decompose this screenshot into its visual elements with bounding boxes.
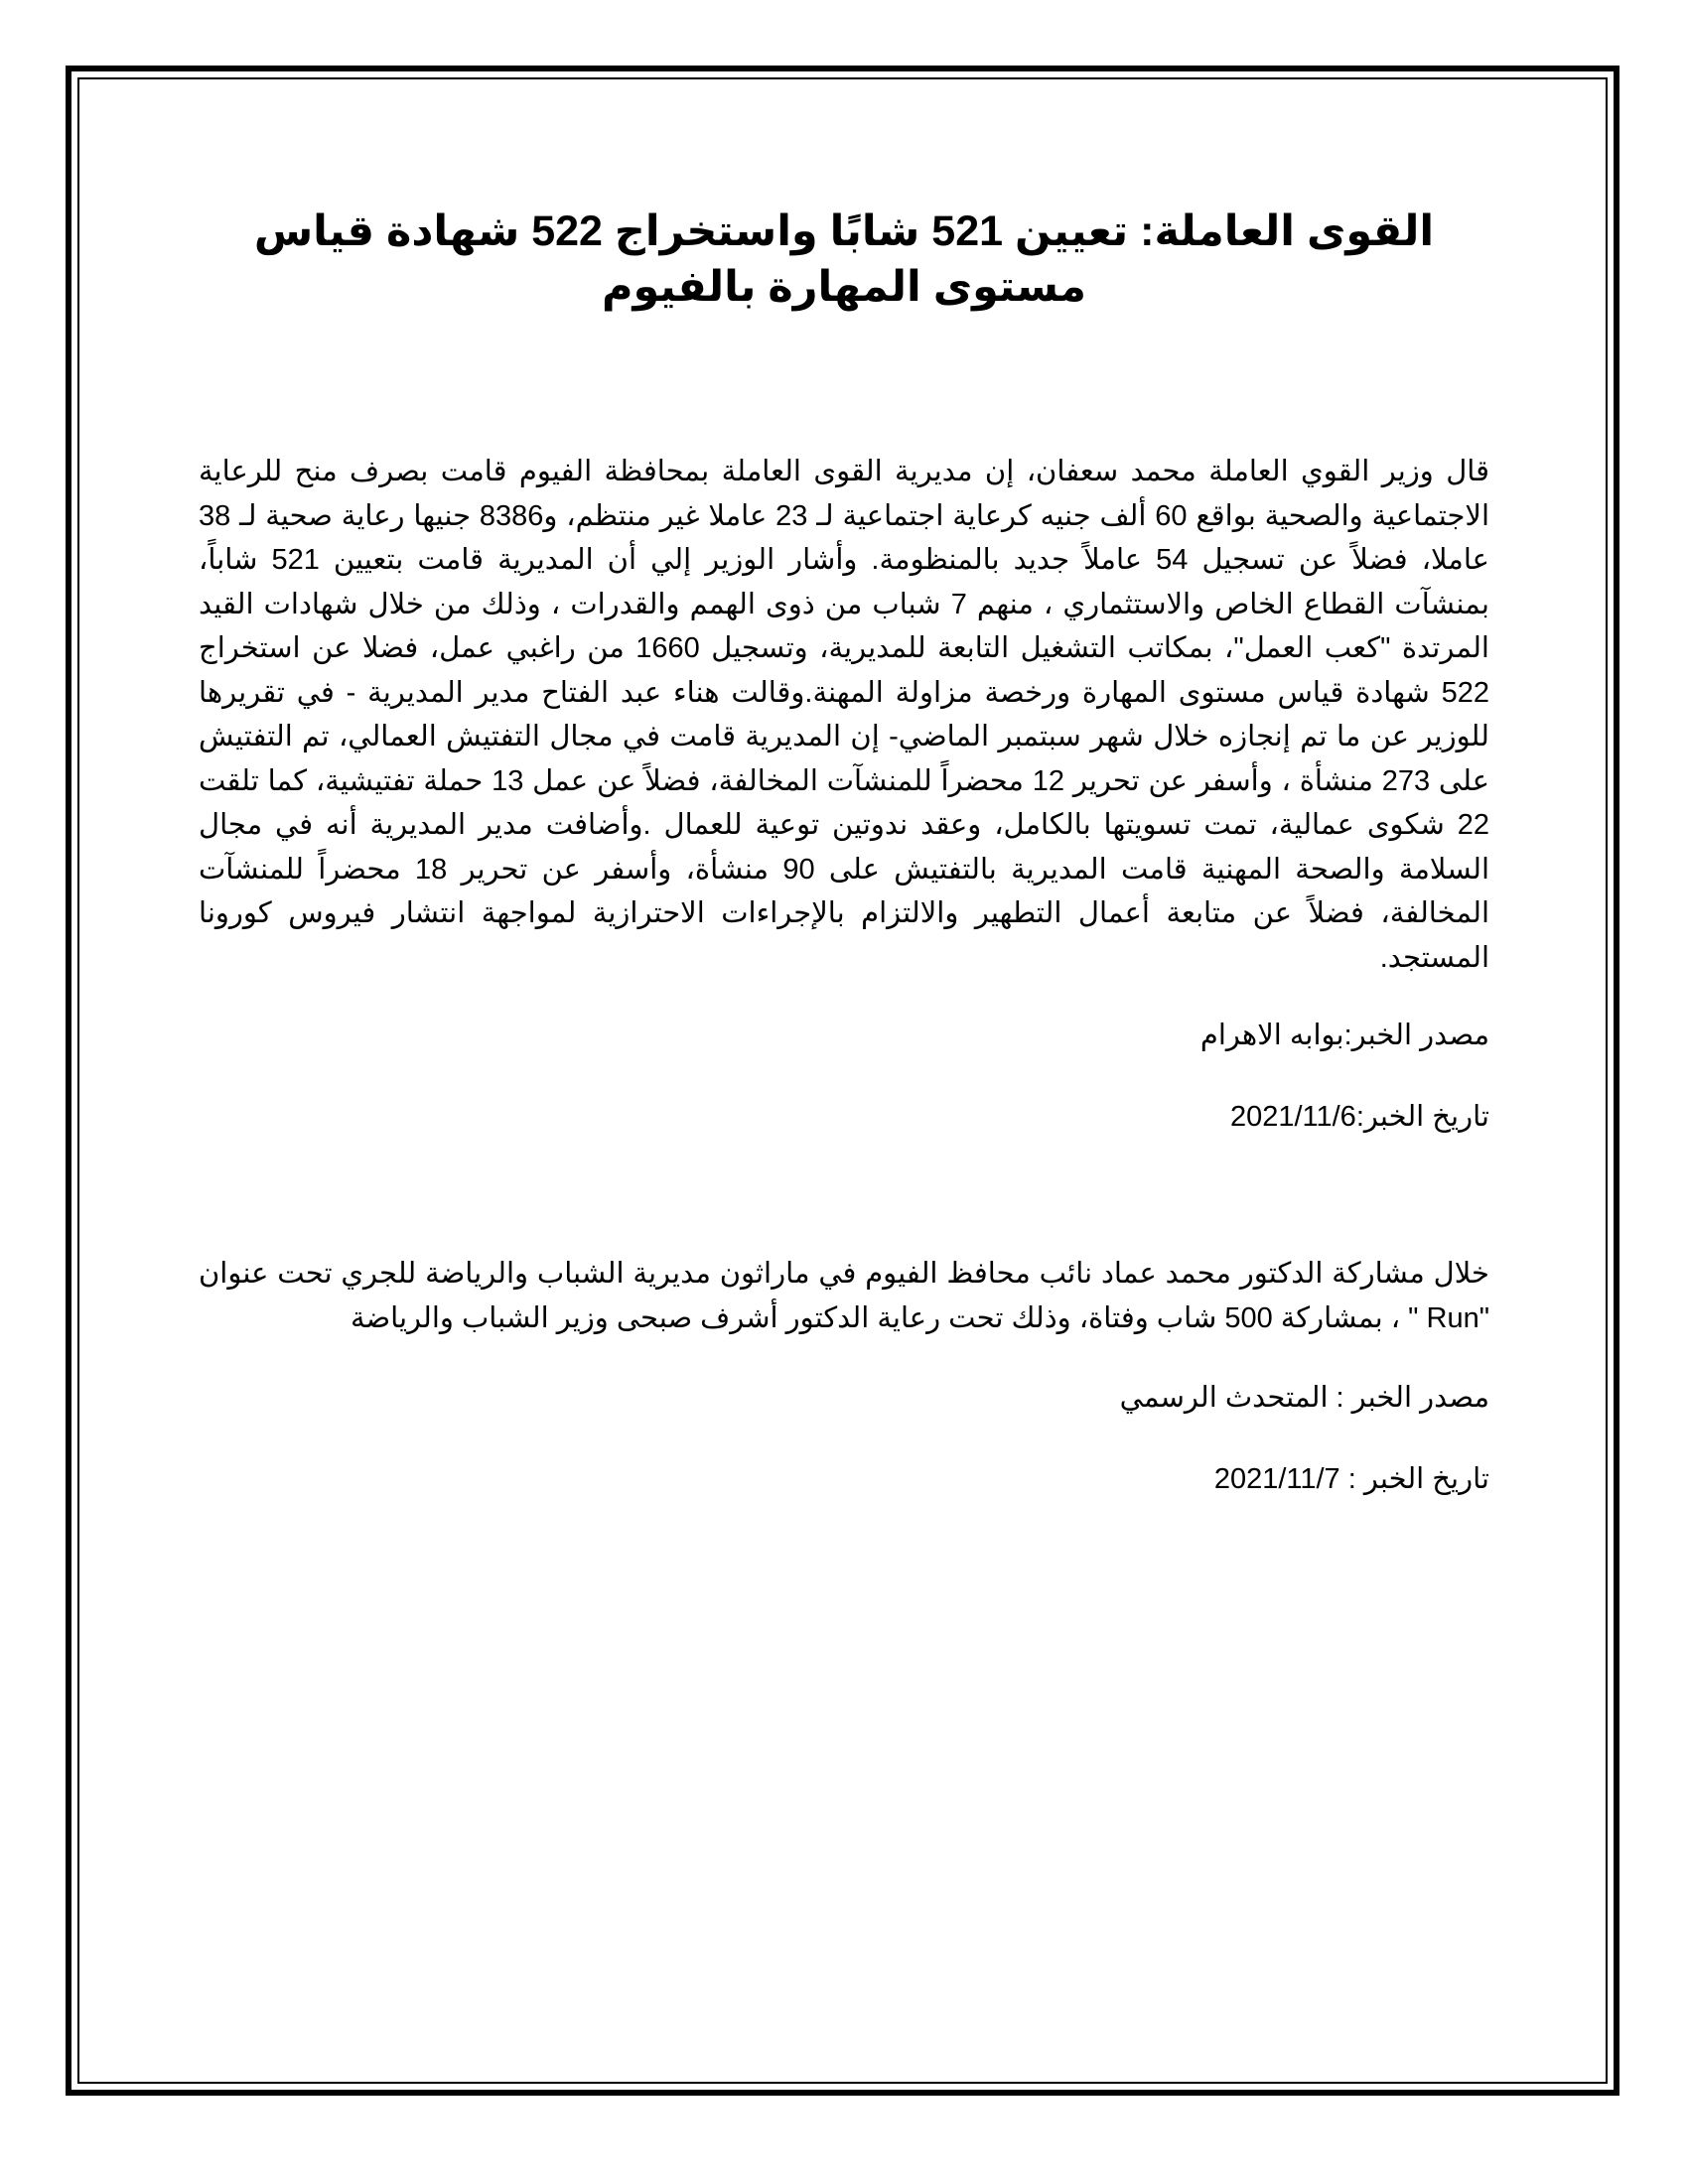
second-item-source: مصدر الخبر : المتحدث الرسمي [1119, 1382, 1489, 1414]
article-body: قال وزير القوي العاملة محمد سعفان، إن مديرية القوى العاملة بمحافظة الفيوم قامت بصرف منح للرعاية الاجتماعية والصحية بواقع 60 ألف جنيه كرعاية اجتماعية لـ 23 عاملا غير منتظم، و8386 جنيها رعاية صحية لـ 38 عاملا، فضلاً عن تسجيل 54 عاملاً جديد بالمنظومة. وأشار الوزير إلي أن المديرية قامت بتعيين 521 شاباً، بمنشآت القطاع الخاص والاستثماري ، منهم 7 شباب من ذوى الهمم والقدرات ، وذلك من خلال شهادات القيد المرتدة "كعب العمل"، بمكاتب التشغيل التابعة للمديرية، وتسجيل 1660 من راغبي عمل، فضلا عن استخراج 522 شهادة قياس مستوى المهارة ورخصة مزاولة المهنة.وقالت هناء عبد الفتاح مدير المديرية - في تقريرها للوزير عن ما تم إنجازه خلال شهر سبتمبر الماضي- إن المديرية قامت في مجال التفتيش العمالي، تم التفتيش على 273 منشأة ، وأسفر عن تحرير 12 محضراً للمنشآت المخالفة، فضلاً عن عمل 13 حملة تفتيشية، كما تلقت 22 شكوى عمالية، تمت تسويتها بالكامل، وعقد ندوتين توعية للعمال .وأضافت مدير المديرية أنه في مجال السلامة والصحة المهنية قامت المديرية بالتفتيش على 90 منشأة، وأسفر عن تحرير 18 محضراً للمنشآت المخالفة، فضلاً عن متابعة أعمال التطهير والالتزام بالإجراءات الاحترازية لمواجهة انتشار فيروس كورونا المستجد. [199, 456, 1490, 974]
second-item-date: تاريخ الخبر : 2021/11/7 [1213, 1463, 1489, 1495]
second-item-body: خلال مشاركة الدكتور محمد عماد نائب محافظ الفيوم في ماراثون مديرية الشباب والرياضة للجري تحت عنوان "Run " ، بمشاركة 500 شاب وفتاة، وذلك تحت رعاية الدكتور أشرف صبحى وزير الشباب والرياضة [199, 1258, 1489, 1334]
document-body [199, 189, 1489, 1499]
article-date: تاريخ الخبر:2021/11/6 [1229, 1101, 1489, 1133]
article-headline: القوى العاملة: تعيين 521 شابًا واستخراج 522 شهادة قياس مستوى المهارة بالفيوم [253, 207, 1435, 311]
article-source: مصدر الخبر:بوابه الاهرام [1199, 1020, 1489, 1051]
